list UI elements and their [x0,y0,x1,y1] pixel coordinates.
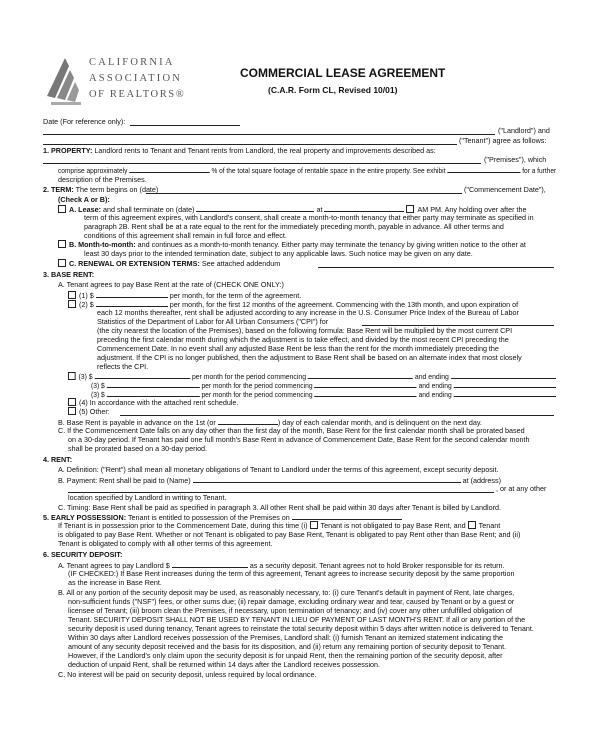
date-label: Date (For reference only): [43,117,126,126]
s4-b2: location specified by Landlord in writing to Tenant. [68,493,227,502]
s6-b-l6: Within 30 days after Landlord receives possession of the Premises, Landlord shall: (i) furnish Tenant an itemized statement indicating the [68,633,503,642]
s3-o2-l7: adjustment. If the CPI is no longer published, then the adjustment to Base Rent shall be based on an alternate index that most closely [97,353,522,362]
premises-field[interactable] [43,163,481,164]
s4-c: C. Timing: Base Rent shall be paid as specified in paragraph 3. All other Rent shall be paid within 30 days after Tenant is billed by Landlord. [58,503,501,512]
s6-c: C. No interest will be paid on security deposit, unless required by local ordinance. [58,670,317,679]
s6-b-l3: licensee of Tenant; (iii) broom clean the Premises, if necessary, upon termination of tenancy; and (iv) cover any other unfulfilled obligation of [68,606,512,615]
rent-option-4-checkbox[interactable] [68,398,76,406]
s5-l2: If Tenant is in possession prior to the Commencement Date, during this time (i) Tenant is not obligated to pay Base Rent, and Tenant [58,521,501,530]
section-1: 1. PROPERTY: Landlord rents to Tenant and Tenant rents from Landlord, the real property and improvements described as: [43,146,436,155]
s3-c: C. If the Commencement Date falls on any day other than the first day of the month, Base Rent for the first calendar month shall be prorated based [58,426,525,435]
car-logo-icon [43,52,87,108]
commencement-label: ("Commencement Date"), [464,185,546,194]
page-subtitle: (C.A.R. Form CL, Revised 10/01) [268,85,398,95]
page-title: COMMERCIAL LEASE AGREEMENT [240,66,446,80]
s2-b-line: B. Month-to-month: and continues as a month-to-month tenancy. Either party may terminate the tenancy by giving written notice to the other at [58,240,526,250]
s3-o2-l6: Commencement Date. In no event shall any adjusted Base Rent be less than the rent for the month immediately preceding the [97,344,499,353]
logo-line2: ASSOCIATION [89,73,183,84]
s6-b-l1: B. All or any portion of the security deposit may be used, as reasonably necessary, to: (i) cure Tenant's default in payment of Rent, late charges, [58,588,515,597]
s3-c2: on a 30-day period. If Tenant has paid one full month's Base Rent in advance of Commencement Date, Base Rent for the second calendar month [68,435,530,444]
s3-o4: (4) In accordance with the attached rent schedule. [68,398,238,408]
logo-line1: CALIFORNIA [89,57,175,68]
s3-o2-l2: each 12 months thereafter, rent shall be adjusted according to any increase in the U.S. Consumer Price Index of the Bureau of Labor [97,308,519,317]
s3-a: A. Tenant agrees to pay Base Rent at the rate of (CHECK ONE ONLY:) [58,280,284,289]
s3-o3-row2: (3) $ per month for the period commencing and ending [91,380,556,391]
rent-option-2-checkbox[interactable] [68,300,76,308]
s3-o2-l5: preceding the first calendar month during which the adjustment is to take effect, and divided by the most recent CPI preceding the [97,335,509,344]
premises-label: ("Premises"), which [484,155,547,164]
s2-a-l3: paragraph 2B. Rent shall be at a rate equal to the rent for the immediately preceding month, payable in advance. All other terms and [84,222,504,231]
rent-option-1-checkbox[interactable] [68,291,76,299]
section-2: 2. TERM: The term begins on (date) [43,185,159,194]
check-a-or-b: (Check A or B): [58,195,110,204]
s3-o2: (2) $ per month, for the first 12 months of the agreement. Commencing with the 13th month, and upon expiration of [68,299,518,310]
s2-a-line: A. Lease: and shall terminate on (date) at AM PM. Any holding over after the [58,204,527,215]
s3-o3-row3: (3) $ per month for the period commencing and ending [91,389,556,400]
s3-o1: (1) $ per month, for the term of the agreement. [68,290,301,301]
am-checkbox[interactable] [406,205,414,213]
section-5: 5. EARLY POSSESSION: Tenant is entitled to possession of the Premises on [43,512,402,523]
s3-c3: shall be prorated based on a 30-day period. [68,444,208,453]
early-rent-checkbox[interactable] [468,521,476,529]
renewal-checkbox[interactable] [58,259,66,267]
s6-b-l8: However, if the Landlord's only claim upon the security deposit is for unpaid Rent, then the remaining portion of the security deposit, after [68,651,503,660]
s6-a: A. Tenant agrees to pay Landlord $ as a security deposit. Tenant agrees not to hold Broker responsible for its return. [58,561,505,570]
s5-l3: is obligated to pay Base Rent. Whether or not Tenant is obligated to pay Base Rent, Tenant is obligated to pay Rent other than Base Rent; and (ii) [58,530,521,539]
rent-option-5-checkbox[interactable] [68,407,76,415]
s6-b-l7: amount of any security deposit received and the basis for its disposition, and (ii) return any remaining portion of security deposit to Tenant. [68,642,507,651]
s2-a-l2: term of this agreement expires, with Landlord's consent, shall create a month-to-month tenancy that either party may terminate as specified in [84,213,534,222]
landlord-field[interactable] [43,134,495,135]
month-to-month-checkbox[interactable] [58,240,66,248]
tenant-label: ("Tenant") agree as follows: [459,136,547,145]
s6-b-l2: non-sufficient funds ("NSF") fees, or other sums due; (ii) repair damage, excluding ordinary wear and tear, caused by Tenant or by a guest or [68,597,515,606]
s6-b-l4: Tenant. SECURITY DEPOSIT SHALL NOT BE USED BY TENANT IN LIEU OF PAYMENT OF LAST MONTH'S RENT. If all or any portion of the [68,615,526,624]
s3-b: B. Base Rent is payable in advance on the 1st (or ) day of each calendar month, and is delinquent on the next day. [58,418,482,427]
s2-b-l2: least 30 days prior to the intended termination date, subject to any applicable laws. Such notice may be given on any date. [84,249,473,258]
s3-o5: (5) Other: [68,407,110,417]
section-3: 3. BASE RENT: [43,270,95,279]
s5-l4: Tenant is obligated to comply with all other terms of this agreement. [58,539,273,548]
s6-a-l2: (IF CHECKED:) If Base Rent increases during the term of this agreement, Tenant agrees to increase security deposit by the same proportion [68,569,515,578]
s1-line3: description of the Premises. [58,175,147,184]
s3-o3-row1: (3) $ per month for the period commencing and ending [68,371,556,382]
s3-o2-l4: (the city nearest the location of the Premises), based on the following formula: Base Rent will be multiplied by the most current CPI [97,326,513,335]
s6-a-l3: as the increase in Base Rent. [68,578,162,587]
s4-b: B. Payment: Rent shall be paid to (Name) at (address) [58,476,501,485]
lease-checkbox[interactable] [58,205,66,213]
s3-o2-l8: reflects the CPI. [97,362,149,371]
renewal-field[interactable] [318,267,554,268]
date-field[interactable] [130,125,240,126]
landlord-label: ("Landlord") and [498,126,550,135]
s6-b-l9: deduction of unpaid Rent, shall be returned within 14 days after the Landlord receives possession. [68,660,381,669]
s1-line2: comprise approximately % of the total square footage of rentable space in the entire property. See exhibit for a further [58,166,557,175]
section-6: 6. SECURITY DEPOSIT: [43,550,123,559]
s6-b-l5: security deposit is used during tenancy, Tenant agrees to reinstate the total security deposit within 5 days after written notice is delivered to Tenant. [68,624,534,633]
section-4: 4. RENT: [43,455,73,464]
s4-a: A. Definition: ("Rent") shall mean all monetary obligations of Tenant to Landlord under the terms of this agreement, except security deposit. [58,465,499,474]
term-begin-field[interactable] [146,193,462,194]
s4-b-or: , or at any other [496,484,547,493]
rent-option-3-checkbox[interactable] [68,372,76,380]
s2-c-line: C. RENEWAL OR EXTENSION TERMS: See attached addendum [58,259,280,269]
other-rent-field[interactable] [120,415,554,416]
s2-a-l4: conditions of this agreement shall remain in full force and effect. [84,231,287,240]
tenant-field[interactable] [43,144,457,145]
logo-line3: OF REALTORS® [89,89,186,100]
s3-o2-l3: Statistics of the Department of Labor for All Urban Consumers ("CPI") for [97,317,329,326]
early-no-rent-checkbox[interactable] [310,521,318,529]
